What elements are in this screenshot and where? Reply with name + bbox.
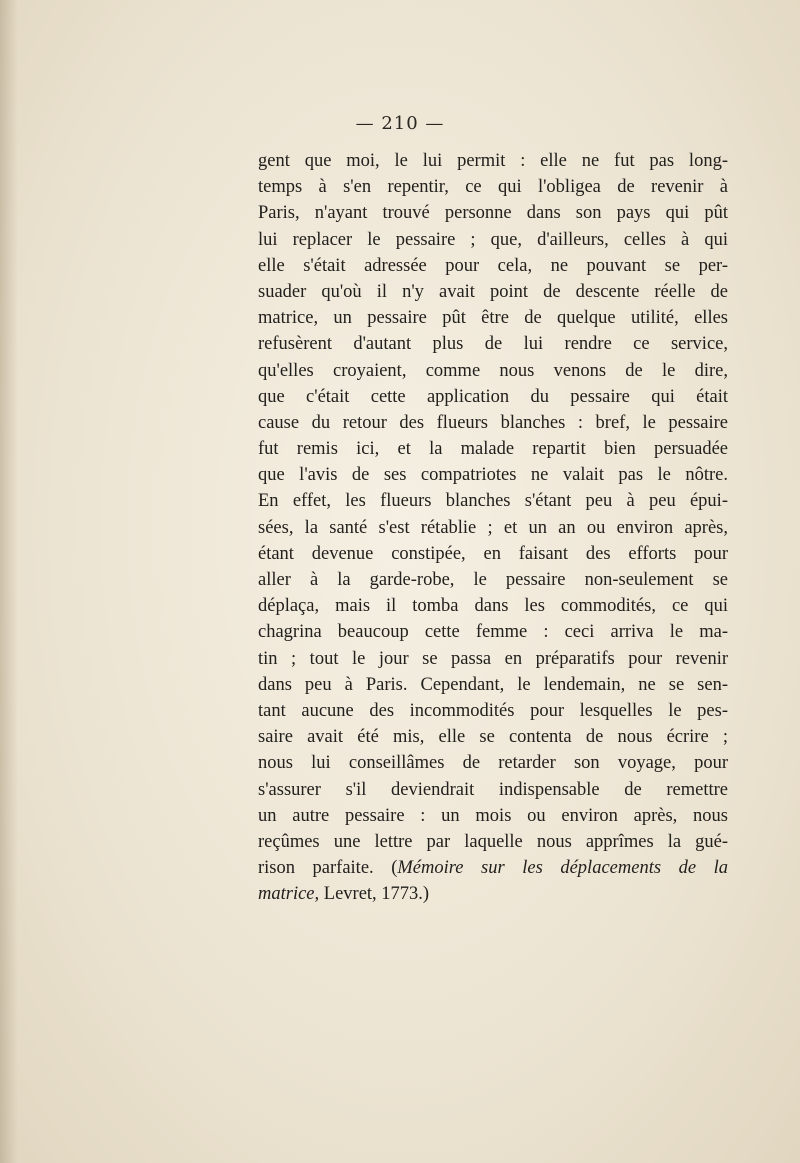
text-line: déplaça, mais il tomba dans les commodités, ce qui (258, 596, 728, 617)
text-line: lui replacer le pessaire ; que, d'ailleurs, celles à qui (258, 229, 728, 250)
text-line: elle s'était adressée pour cela, ne pouvant se per- (258, 255, 728, 276)
text-line: dans peu à Paris. Cependant, le lendemain, ne se sen- (258, 674, 728, 695)
text-line: tin ; tout le jour se passa en préparatifs pour revenir (258, 648, 728, 669)
text-line: matrice, un pessaire pût être de quelque utilité, elles (258, 308, 728, 329)
text-line: étant devenue constipée, en faisant des efforts pour (258, 543, 728, 564)
citation-title-part-2: matrice, (258, 884, 320, 905)
text-line: temps à s'en repentir, ce qui l'obligea de revenir à (258, 177, 728, 198)
text-line: fut remis ici, et la malade repartit bien persuadée (258, 439, 728, 460)
text-line: un autre pessaire : un mois ou environ après, nous (258, 805, 728, 826)
text-line: sées, la santé s'est rétablie ; et un an ou environ après, (258, 517, 728, 538)
text-line: qu'elles croyaient, comme nous venons de le dire, (258, 360, 728, 381)
body-text (258, 148, 728, 907)
text-line: saire avait été mis, elle se contenta de nous écrire ; (258, 727, 728, 748)
text-line: chagrina beaucoup cette femme : ceci arriva le ma- (258, 622, 728, 643)
text-line: reçûmes une lettre par laquelle nous apprîmes la gué- (258, 831, 728, 852)
text-line: que c'était cette application du pessaire qui était (258, 386, 728, 407)
text-line: Paris, n'ayant trouvé personne dans son pays qui pût (258, 203, 728, 224)
citation-author-year: Levret, 1773.) (319, 884, 430, 905)
text-line-citation-end (258, 881, 728, 907)
text-line: que l'avis de ses compatriotes ne valait pas le nôtre. (258, 465, 728, 486)
text-line: tant aucune des incommodités pour lesquelles le pes- (258, 700, 728, 721)
text-line: aller à la garde-robe, le pessaire non-seulement se (258, 570, 728, 590)
text-line-citation-start (258, 855, 728, 881)
text-line: suader qu'où il n'y avait point de descente réelle de (258, 281, 728, 302)
citation-title-part-1: Mémoire sur les déplacements de la (397, 858, 728, 879)
text-line: nous lui conseillâmes de retarder son voyage, pour (258, 753, 728, 774)
page-number: — 210 — (355, 113, 445, 134)
text-line: refusèrent d'autant plus de lui rendre ce service, (258, 334, 728, 355)
text-line: cause du retour des flueurs blanches : bref, le pessaire (258, 412, 728, 433)
text-line: gent que moi, le lui permit : elle ne fut pas long- (258, 151, 728, 171)
page-edge-shadow (0, 0, 18, 1163)
text-line: s'assurer s'il deviendrait indispensable de remettre (258, 779, 728, 800)
text-line-start: rison parfaite. ( (258, 858, 398, 879)
text-line: En effet, les flueurs blanches s'étant peu à peu épui- (258, 491, 728, 512)
